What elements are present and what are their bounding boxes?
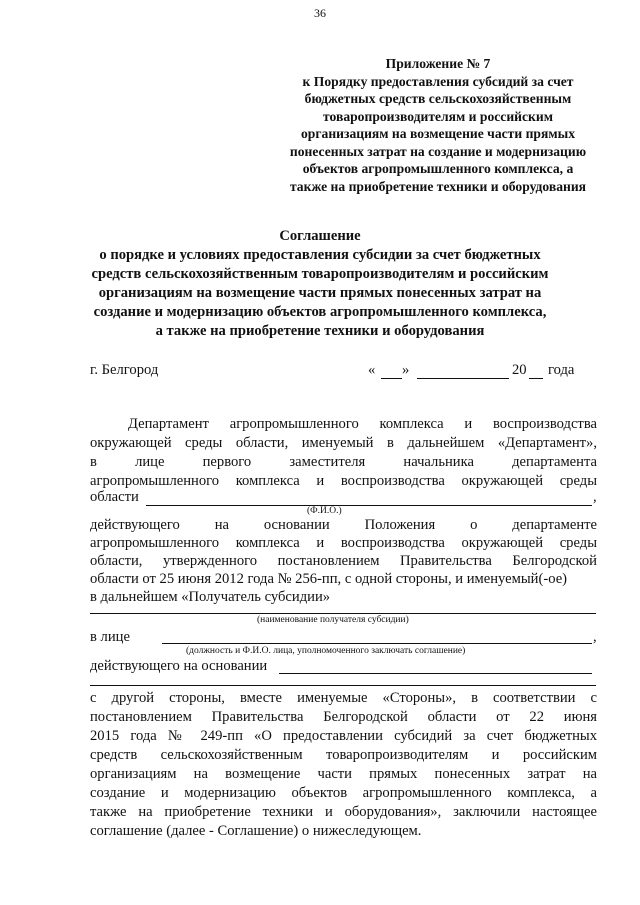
acting-blank [279, 673, 592, 674]
appendix-line: понесенных затрат на создание и модернизацию [289, 143, 587, 159]
appendix-heading: Приложение № 7 [385, 56, 491, 71]
acting-blank-2 [90, 685, 596, 686]
acting-label: действующего на основании [90, 658, 268, 674]
month-blank [417, 378, 509, 379]
title-line: а также на приобретение техники и оборудования [155, 323, 485, 339]
in-person-label: в лице [90, 629, 130, 645]
para2-line: действующего на основании Положения о департаменте [90, 517, 597, 533]
year-suffix: года [548, 362, 575, 378]
date-quote-open: « [368, 362, 376, 378]
para3-line: организациям на возмещение части прямых понесенных затрат на [90, 766, 597, 782]
appendix-block [268, 55, 608, 195]
fio-blank [146, 505, 592, 506]
appendix-line: к Порядку предоставления субсидий за счет [302, 73, 574, 89]
recipient-caption: (наименование получателя субсидии) [257, 615, 409, 625]
para1-line: Департамент агропромышленного комплекса и воспроизводства [128, 416, 597, 432]
para3-line: с другой стороны, вместе именуемые «Стороны», в соответствии с [90, 690, 597, 706]
appendix-line: организациям на возмещение части прямых [301, 126, 575, 141]
para3-line: также на приобретение техники и оборудования», заключили настоящее [90, 804, 597, 820]
agreement-title [70, 227, 570, 341]
para2-line: агропромышленного комплекса и воспроизводства окружающей среды [90, 535, 597, 551]
para3-last: соглашение (далее - Соглашение) о нижеследующем. [90, 823, 422, 839]
appendix-line: также на приобретение техники и оборудования [289, 178, 587, 194]
para1-line: в лице первого заместителя начальника департамента [90, 454, 597, 470]
para1-line: агропромышленного комплекса и воспроизводства окружающей среды [90, 473, 597, 489]
page-number: 36 [314, 6, 326, 20]
year-prefix: 20 [512, 362, 527, 378]
para3-line: постановлением Правительства Белгородской области от 22 июня [90, 709, 597, 725]
recipient-blank [90, 613, 596, 614]
date-quote-close: » [402, 362, 410, 378]
title-line: средств сельскохозяйственным товаропроизводителям и российским [91, 266, 549, 282]
in-person-suffix: , [593, 629, 597, 645]
title-line: о порядке и условиях предоставления субсидии за счет бюджетных [99, 247, 541, 263]
title-line: организациям на возмещение части прямых понесенных затрат на [98, 285, 542, 301]
para3-line: средств сельскохозяйственным товаропроизводителям и российским [90, 747, 597, 763]
para1-line: окружающей среды области, именуемый в дальнейшем «Департамент», [90, 435, 597, 451]
para2-line: в дальнейшем «Получатель субсидии» [90, 589, 331, 605]
para1-last-suffix: , [593, 489, 597, 505]
para3-line: создание и модернизацию объектов агропромышленного комплекса, а [90, 785, 597, 801]
para2-line: области от 25 июня 2012 года № 256-пп, с одной стороны, и именуемый(-ое) [90, 571, 568, 587]
in-person-blank [162, 643, 592, 644]
day-blank [381, 378, 402, 379]
para2-line: области, утвержденного постановлением Правительства Белгородской [90, 553, 597, 569]
appendix-line: бюджетных средств сельскохозяйственным [304, 91, 572, 106]
fio-caption: (Ф.И.О.) [307, 506, 342, 516]
city: г. Белгород [90, 362, 159, 378]
year-blank [529, 378, 543, 379]
para1-last-prefix: области [90, 489, 139, 505]
appendix-line: товаропроизводителям и российским [323, 108, 553, 124]
agreement-heading: Соглашение [279, 228, 361, 244]
title-line: создание и модернизацию объектов агропромышленного комплекса, [93, 304, 547, 320]
appendix-line: объектов агропромышленного комплекса, а [302, 161, 574, 176]
in-person-caption: (должность и Ф.И.О. лица, уполномоченного заключать соглашение) [186, 646, 466, 656]
para3-line: 2015 года № 249-пп «О предоставлении субсидий за счет бюджетных [90, 728, 597, 744]
